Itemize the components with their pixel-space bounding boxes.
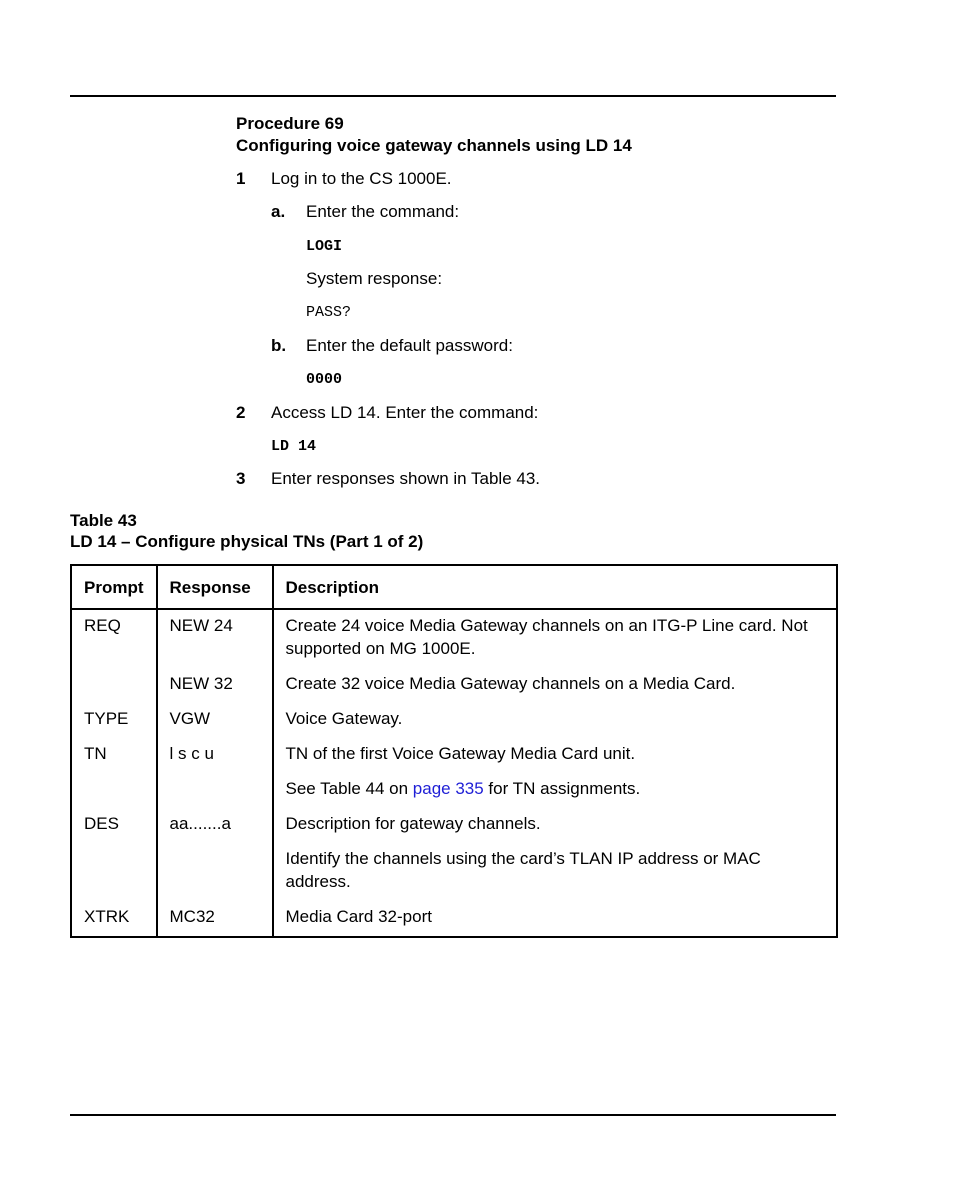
substep-text: Enter the default password: [306,336,513,355]
description-cell: Create 32 voice Media Gateway channels on a Media Card. [273,668,838,703]
note-text: for TN assignments. [483,779,641,798]
configuration-table [70,564,838,938]
response-cell: l s c u [157,738,273,808]
description-text: TN of the first Voice Gateway Media Card unit. [285,744,636,763]
table-row [71,668,837,703]
description-text: Description for gateway channels. [285,814,541,833]
description-cell [273,808,838,901]
description-cell: Voice Gateway. [273,703,838,738]
substep-label: b. [271,336,287,355]
table-row [71,609,837,668]
column-header: Response [157,565,273,609]
response-cell: NEW 24 [157,609,273,668]
response-label: System response: [306,269,443,288]
system-response: PASS? [306,304,352,321]
step-number: 2 [236,403,246,422]
table-title: LD 14 – Configure physical TNs (Part 1 of 2) [70,532,424,551]
response-cell: NEW 32 [157,668,273,703]
note-text: See Table 44 on [285,779,413,798]
prompt-cell: DES [71,808,157,901]
procedure-number: Procedure 69 [236,114,344,133]
prompt-cell: TYPE [71,703,157,738]
table-number: Table 43 [70,511,137,530]
step-text: Log in to the CS 1000E. [271,169,452,188]
description-cell: Create 24 voice Media Gateway channels on an ITG-P Line card. Not supported on MG 1000E. [273,609,838,668]
prompt-cell: XTRK [71,901,157,937]
step-text: Enter responses shown in Table 43. [271,469,541,488]
description-cell [273,738,838,808]
command-text: 0000 [306,371,343,388]
table-row [71,901,837,937]
response-cell: aa.......a [157,808,273,901]
table-row [71,738,837,808]
prompt-cell: REQ [71,609,157,668]
table-row [71,703,837,738]
description-cell: Media Card 32-port [273,901,838,937]
description-note [286,777,825,800]
step-number: 3 [236,469,246,488]
step-number: 1 [236,169,246,188]
footer-rule [70,1114,836,1116]
table-row [71,808,837,901]
page-link[interactable]: page 335 [412,779,484,798]
column-header: Prompt [71,565,157,609]
substep-label: a. [271,202,286,221]
column-header: Description [273,565,838,609]
step-text: Access LD 14. Enter the command: [271,403,539,422]
header-rule [70,95,836,97]
response-cell: VGW [157,703,273,738]
response-cell: MC32 [157,901,273,937]
prompt-cell [71,668,157,703]
procedure-title: Configuring voice gateway channels using LD 14 [236,136,632,155]
command-text: LOGI [306,238,343,255]
command-text: LD 14 [271,438,317,455]
description-note: Identify the channels using the card’s TLAN IP address or MAC address. [285,849,761,891]
prompt-cell: TN [71,738,157,808]
table-header-row [71,565,837,609]
substep-text: Enter the command: [306,202,460,221]
